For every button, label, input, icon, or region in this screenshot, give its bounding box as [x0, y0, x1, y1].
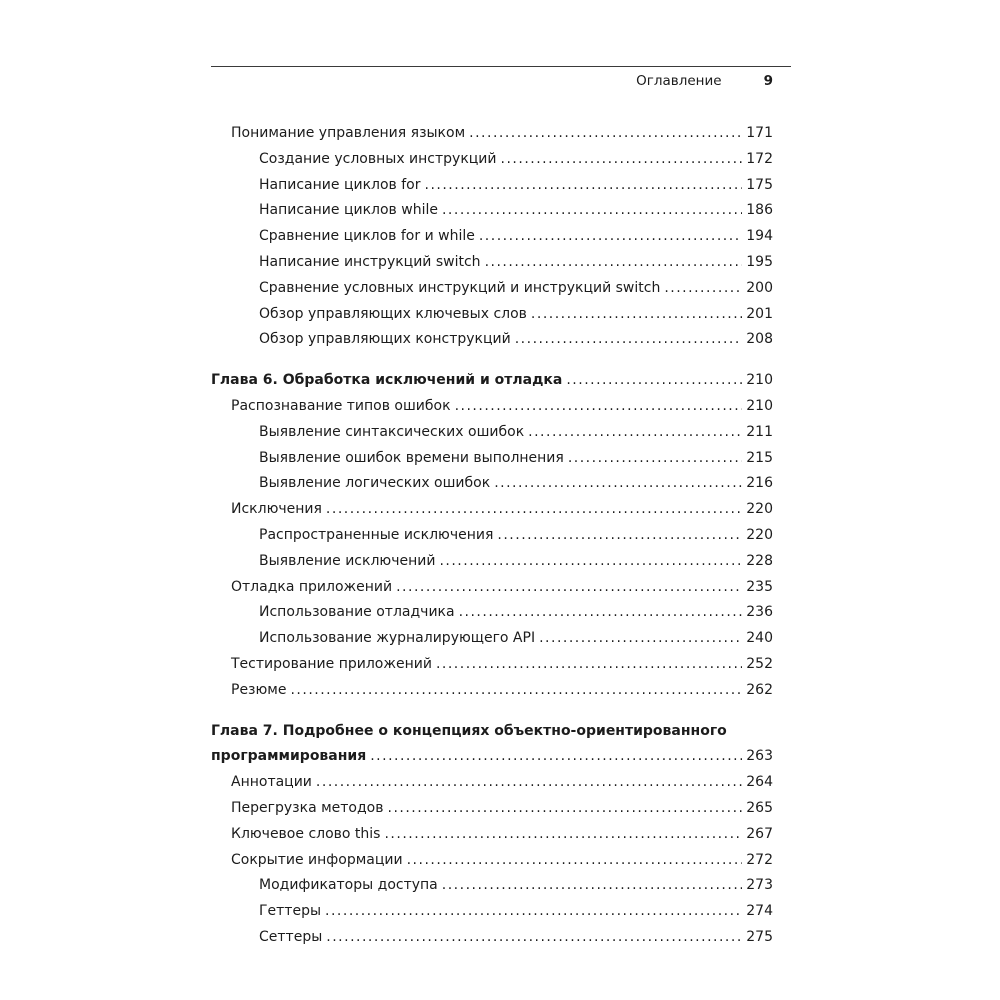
toc-page-number: 210	[746, 372, 773, 389]
toc-page-number: 172	[746, 150, 773, 167]
toc-entry-title: Выявление логических ошибок	[259, 475, 491, 492]
toc-dot-leader	[326, 497, 742, 523]
toc-entry-row	[231, 796, 773, 822]
toc-page-number: 236	[746, 604, 773, 621]
toc-page-number: 194	[746, 228, 773, 245]
toc-dot-leader	[515, 327, 743, 353]
toc-dot-leader	[568, 446, 742, 472]
toc-entry-row	[259, 446, 773, 472]
toc-entry-row	[231, 678, 773, 704]
toc-dot-leader	[396, 575, 742, 601]
toc-dot-leader	[316, 770, 742, 796]
toc-entry-title: Сеттеры	[259, 928, 323, 945]
toc-page-number: 195	[746, 253, 773, 270]
toc-entry-row	[231, 121, 773, 147]
toc-dot-leader	[290, 678, 742, 704]
toc-entry-row	[259, 471, 773, 497]
toc-page-number: 220	[746, 526, 773, 543]
toc-entry	[211, 224, 773, 250]
toc-entry	[211, 497, 773, 523]
toc-entry-title: Глава 6. Обработка исключений и отладка	[211, 372, 563, 389]
toc-entry-row	[259, 327, 773, 353]
toc-dot-leader	[664, 276, 742, 302]
toc-entry-title: Аннотации	[231, 774, 312, 791]
toc-entry	[211, 250, 773, 276]
toc-page-number: 274	[746, 903, 773, 920]
toc-entry-row	[211, 368, 773, 394]
toc-entry	[211, 770, 773, 796]
toc-dot-leader	[459, 600, 743, 626]
toc-entry-row	[259, 549, 773, 575]
toc-page-number: 175	[746, 176, 773, 193]
toc-page-number: 228	[746, 552, 773, 569]
toc-entry	[211, 600, 773, 626]
toc-entry	[211, 652, 773, 678]
toc-dot-leader	[442, 873, 743, 899]
toc-page-number: 263	[746, 748, 773, 765]
toc-page-number: 215	[746, 449, 773, 466]
toc-entry-title: Резюме	[231, 681, 287, 698]
toc-list	[211, 121, 791, 951]
toc-entry	[211, 471, 773, 497]
toc-entry	[211, 626, 773, 652]
toc-page-number: 210	[746, 397, 773, 414]
toc-dot-leader	[501, 147, 743, 173]
toc-page-number: 267	[746, 825, 773, 842]
toc-entry	[211, 549, 773, 575]
toc-entry	[211, 446, 773, 472]
toc-entry-title-line1: Глава 7. Подробнее о концепциях объектно-ориентированного	[211, 722, 727, 739]
toc-dot-leader	[497, 523, 742, 549]
toc-entry-row	[231, 394, 773, 420]
toc-entry	[211, 822, 773, 848]
toc-entry-title: Написание циклов for	[259, 176, 421, 193]
page-content	[211, 66, 791, 951]
toc-entry	[211, 848, 773, 874]
toc-entry-row	[231, 822, 773, 848]
toc-entry	[211, 327, 773, 353]
toc-entry-title: Исключения	[231, 501, 322, 518]
header-page-number: 9	[763, 73, 773, 89]
toc-dot-leader	[388, 796, 743, 822]
toc-entry-title: Перегрузка методов	[231, 799, 384, 816]
toc-entry-row	[259, 198, 773, 224]
toc-entry	[211, 198, 773, 224]
toc-entry-title: Выявление синтаксических ошибок	[259, 423, 525, 440]
toc-dot-leader	[326, 925, 742, 951]
toc-page-number: 216	[746, 475, 773, 492]
toc-entry-title: Написание циклов while	[259, 202, 438, 219]
toc-entry-row	[231, 497, 773, 523]
toc-entry-title: Обзор управляющих ключевых слов	[259, 305, 527, 322]
toc-entry-row	[259, 302, 773, 328]
toc-dot-leader	[469, 121, 742, 147]
toc-entry-title: Геттеры	[259, 903, 322, 920]
toc-entry-row	[259, 147, 773, 173]
toc-entry-row	[259, 250, 773, 276]
toc-entry	[211, 678, 773, 704]
toc-entry	[211, 147, 773, 173]
toc-page-number: 171	[746, 125, 773, 141]
toc-entry-title: Сравнение условных инструкций и инструкций switch	[259, 279, 661, 296]
toc-entry-row	[231, 575, 773, 601]
toc-entry	[211, 420, 773, 446]
toc-dot-leader	[485, 250, 743, 276]
toc-page-number: 272	[746, 851, 773, 868]
toc-chapter-entry	[211, 719, 773, 771]
toc-entry	[211, 394, 773, 420]
toc-dot-leader	[531, 302, 742, 328]
toc-entry-row	[231, 770, 773, 796]
toc-page-number: 186	[746, 202, 773, 219]
toc-dot-leader	[439, 549, 742, 575]
toc-entry-row	[259, 523, 773, 549]
toc-entry	[211, 523, 773, 549]
toc-entry-title: Ключевое слово this	[231, 825, 381, 842]
toc-entry-row	[259, 873, 773, 899]
toc-page-number: 275	[746, 928, 773, 945]
toc-chapter-entry	[211, 368, 773, 394]
toc-entry	[211, 925, 773, 951]
toc-entry	[211, 796, 773, 822]
toc-dot-leader	[539, 626, 742, 652]
toc-page-number: 240	[746, 630, 773, 647]
toc-entry	[211, 121, 773, 147]
page-header	[211, 66, 791, 89]
toc-entry-row	[259, 626, 773, 652]
toc-entry-title: Создание условных инструкций	[259, 150, 497, 167]
header-title: Оглавление	[636, 73, 722, 89]
toc-entry-title: Написание инструкций switch	[259, 253, 481, 270]
toc-entry-row	[259, 420, 773, 446]
toc-entry	[211, 173, 773, 199]
toc-page-number: 265	[746, 799, 773, 816]
toc-page-number: 252	[746, 655, 773, 672]
toc-page-number: 201	[746, 305, 773, 322]
toc-page-number: 220	[746, 501, 773, 518]
toc-page-number: 235	[746, 578, 773, 595]
toc-entry-title: Распознавание типов ошибок	[231, 397, 451, 414]
header-row	[211, 67, 791, 89]
toc-entry	[211, 302, 773, 328]
toc-entry-title: Использование журналирующего API	[259, 630, 536, 647]
toc-dot-leader	[455, 394, 743, 420]
toc-entry-title: Тестирование приложений	[231, 655, 432, 672]
toc-entry-title: Сравнение циклов for и while	[259, 228, 475, 245]
toc-entry	[211, 873, 773, 899]
toc-entry-title: Отладка приложений	[231, 578, 393, 595]
toc-entry-row	[231, 848, 773, 874]
toc-entry	[211, 899, 773, 925]
toc-dot-leader	[370, 744, 742, 770]
toc-entry-row	[211, 744, 773, 770]
toc-page-number: 273	[746, 877, 773, 894]
toc-dot-leader	[528, 420, 742, 446]
toc-dot-leader	[494, 471, 742, 497]
toc-dot-leader	[566, 368, 742, 394]
toc-dot-leader	[425, 173, 743, 199]
toc-entry-title: программирования	[211, 748, 367, 765]
toc-entry-title: Понимание управления языком	[231, 125, 466, 141]
toc-entry-row	[231, 652, 773, 678]
toc-entry-title: Выявление ошибок времени выполнения	[259, 449, 564, 466]
toc-page-number: 211	[746, 423, 773, 440]
toc-page-number: 264	[746, 774, 773, 791]
toc-page-number: 200	[746, 279, 773, 296]
toc-entry-row	[259, 276, 773, 302]
toc-entry-title: Модификаторы доступа	[259, 877, 438, 894]
toc-dot-leader	[325, 899, 742, 925]
toc-entry-title: Использование отладчика	[259, 604, 455, 621]
toc-entry-row	[259, 600, 773, 626]
toc-entry	[211, 276, 773, 302]
toc-entry-row	[259, 224, 773, 250]
toc-dot-leader	[442, 198, 742, 224]
toc-entry	[211, 575, 773, 601]
toc-entry-row	[259, 925, 773, 951]
toc-entry-row	[259, 173, 773, 199]
toc-dot-leader	[479, 224, 742, 250]
toc-entry-row	[259, 899, 773, 925]
toc-entry-title: Обзор управляющих конструкций	[259, 331, 511, 348]
toc-page-number: 262	[746, 681, 773, 698]
toc-entry-title: Выявление исключений	[259, 552, 436, 569]
toc-entry-title: Распространенные исключения	[259, 526, 494, 543]
toc-entry-title: Сокрытие информации	[231, 851, 403, 868]
toc-dot-leader	[407, 848, 743, 874]
toc-dot-leader	[436, 652, 742, 678]
toc-page-number: 208	[746, 331, 773, 348]
toc-dot-leader	[384, 822, 742, 848]
